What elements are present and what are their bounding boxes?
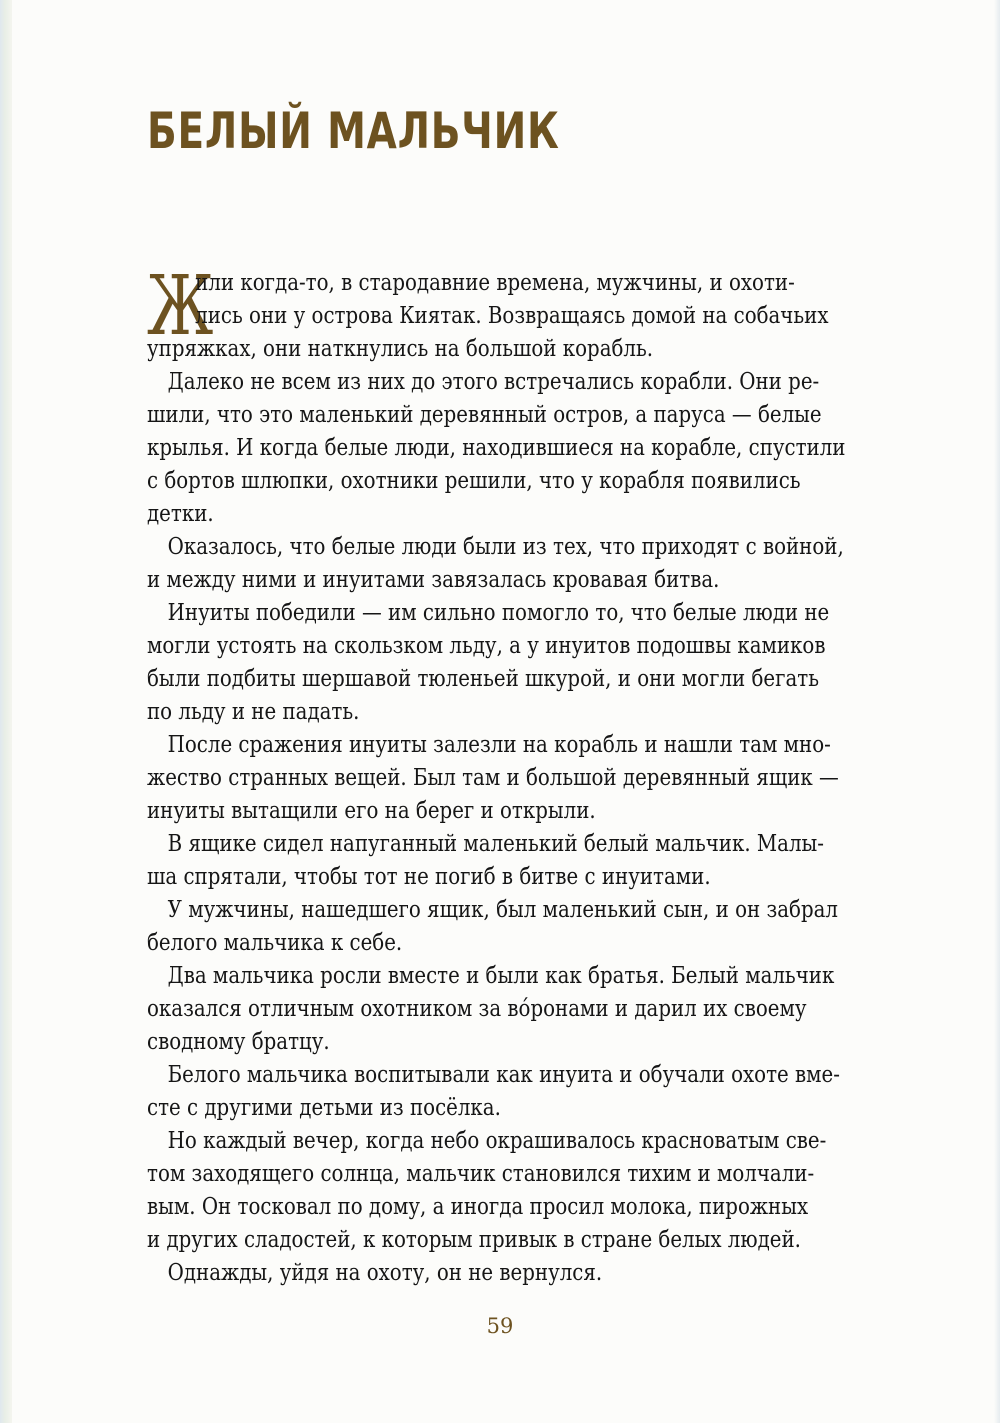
text-line: том заходящего солнца, мальчик становился тихим и молчали- <box>147 1161 815 1187</box>
text-line: Белого мальчика воспитывали как инуита и обучали охоте вме- <box>167 1062 840 1088</box>
text-line: могли устоять на скользком льду, а у инуитов подошвы камиков <box>147 633 826 659</box>
text-line: Два мальчика росли вместе и были как братья. Белый мальчик <box>167 963 835 989</box>
text-line: Однажды, уйдя на охоту, он не вернулся. <box>167 1260 603 1286</box>
story-text <box>147 259 858 1290</box>
text-line: по льду и не падать. <box>147 699 360 725</box>
text-line: Далеко не всем из них до этого встречались корабли. Они ре- <box>167 369 820 395</box>
left-page-edge <box>0 0 12 1423</box>
text-line: Оказалось, что белые люди были из тех, что приходят с войной, <box>167 534 844 560</box>
text-line: и других сладостей, к которым привык в стране белых людей. <box>147 1227 801 1253</box>
text-line: или когда-то, в стародавние времена, мужчины, и охоти- <box>195 270 795 296</box>
text-line: сводному братцу. <box>147 1029 330 1055</box>
text-line: лись они у острова Киятак. Возвращаясь домой на собачьих <box>195 303 829 329</box>
text-line: У мужчины, нашедшего ящик, был маленький сын, и он забрал <box>167 897 838 923</box>
text-line: ша спрятали, чтобы тот не погиб в битве с инуитами. <box>147 864 711 890</box>
text-line: инуиты вытащили его на берег и открыли. <box>147 798 596 824</box>
text-line: Инуиты победили — им сильно помогло то, что белые люди не <box>167 600 830 626</box>
text-line: детки. <box>147 501 214 527</box>
text-line: с бортов шлюпки, охотники решили, что у корабля появились <box>147 468 801 494</box>
page-number: 59 <box>486 1314 514 1338</box>
text-line: шили, что это маленький деревянный остров, а паруса — белые <box>147 402 822 428</box>
right-page-edge <box>994 0 1000 1423</box>
text-line: упряжках, они наткнулись на большой корабль. <box>147 336 654 362</box>
text-line: белого мальчика к себе. <box>147 930 403 956</box>
text-line: и между ними и инуитами завязалась кровавая битва. <box>147 567 720 593</box>
text-line: вым. Он тосковал по дому, а иногда просил молока, пирожных <box>147 1194 809 1220</box>
text-line: Но каждый вечер, когда небо окрашивалось красноватым све- <box>167 1128 827 1154</box>
text-line: жество странных вещей. Был там и большой деревянный ящик — <box>147 765 839 791</box>
text-line: крылья. И когда белые люди, находившиеся на корабле, спустили <box>147 435 846 461</box>
text-line: оказался отличным охотником за вóронами и дарил их своему <box>147 996 807 1022</box>
text-line: были подбиты шершавой тюленьей шкурой, и они могли бегать <box>147 666 819 692</box>
text-line: В ящике сидел напуганный маленький белый мальчик. Малы- <box>167 831 824 857</box>
chapter-title: БЕЛЫЙ МАЛЬЧИК <box>147 102 560 160</box>
text-line: После сражения инуиты залезли на корабль и нашли там мно- <box>167 732 831 758</box>
text-line: сте с другими детьми из посёлка. <box>147 1095 501 1121</box>
drop-cap: Ж <box>147 259 214 354</box>
